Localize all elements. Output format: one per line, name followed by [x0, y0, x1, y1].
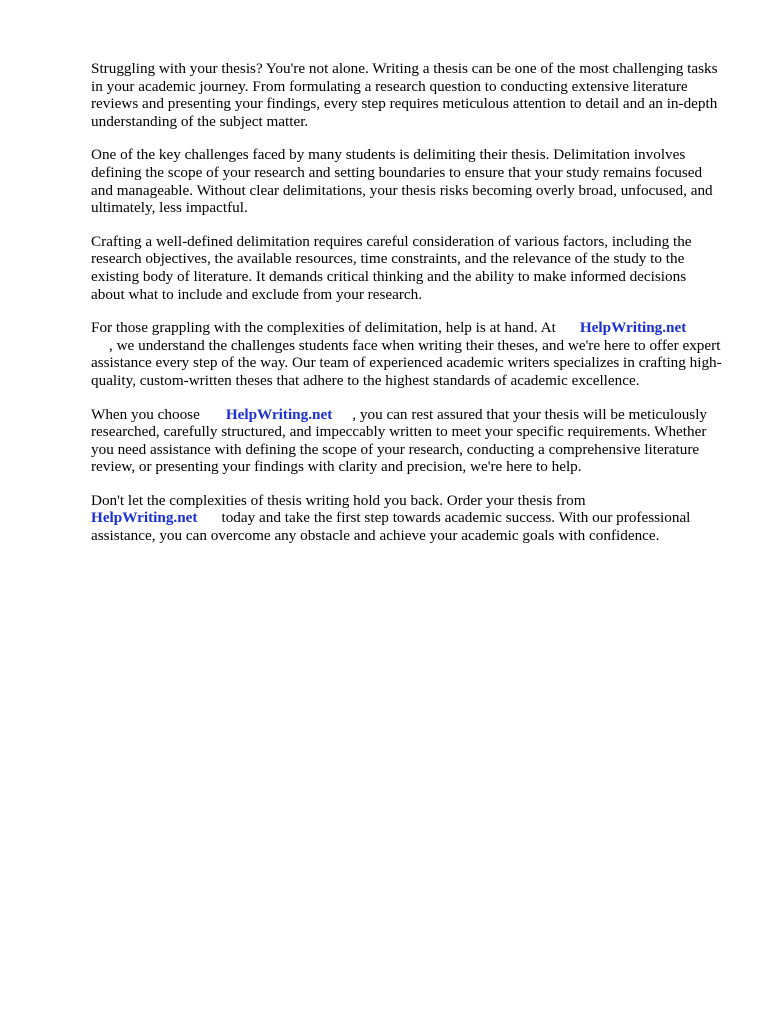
paragraph-help-offer-text-after: , we understand the challenges students face when writing their theses, and we're here to offer expert assistance every step of the way. Our team of experienced academic writers specializes in crafting high-quality, custom-written theses that adhere to the highest standards of academic excellence.	[91, 336, 722, 389]
paragraph-order-now-text-before: Don't let the complexities of thesis writing hold you back. Order your thesis from	[91, 491, 586, 509]
helpwriting-link-3[interactable]: HelpWriting.net	[91, 509, 198, 527]
paragraph-when-you-choose-text-before: When you choose	[91, 405, 200, 423]
paragraph-help-offer-text-before: For those grappling with the complexities of delimitation, help is at hand. At	[91, 319, 556, 337]
paragraph-when-you-choose	[91, 406, 723, 476]
helpwriting-link-1[interactable]: HelpWriting.net	[579, 319, 687, 337]
helpwriting-link-2[interactable]: HelpWriting.net	[225, 405, 333, 423]
paragraph-help-offer	[91, 319, 723, 389]
paragraph-order-now-text-after: today and take the first step towards academic success. With our professional assistance, you can overcome any obstacle and achieve your academic goals with confidence.	[91, 509, 691, 545]
paragraph-order-now	[91, 492, 723, 545]
paragraph-crafting-delimitation: Crafting a well-defined delimitation requires careful consideration of various factors, including the research objectives, the available resources, time constraints, and the relevance of the study to the existing body of literature. It demands critical thinking and the ability to make informed decisions about what to include and exclude from your research.	[91, 232, 692, 303]
document-page	[91, 60, 723, 561]
paragraph-intro: Struggling with your thesis? You're not alone. Writing a thesis can be one of the most challenging tasks in your academic journey. From formulating a research question to conducting extensive literature reviews and presenting your findings, every step requires meticulous attention to detail and an in-depth understanding of the subject matter.	[91, 60, 718, 130]
paragraph-when-you-choose-text-after: , you can rest assured that your thesis will be meticulously researched, carefully structured, and impeccably written to meet your specific requirements. Whether you need assistance with defining the scope of your research, conducting a comprehensive literature review, or presenting your findings with clarity and precision, we're here to help.	[91, 405, 708, 476]
paragraph-delimitation-challenge: One of the key challenges faced by many students is delimiting their thesis. Delimitation involves defining the scope of your research and setting boundaries to ensure that your study remains focused and manageable. Without clear delimitations, your thesis risks becoming overly broad, unfocused, and ultimately, less impactful.	[91, 146, 713, 217]
